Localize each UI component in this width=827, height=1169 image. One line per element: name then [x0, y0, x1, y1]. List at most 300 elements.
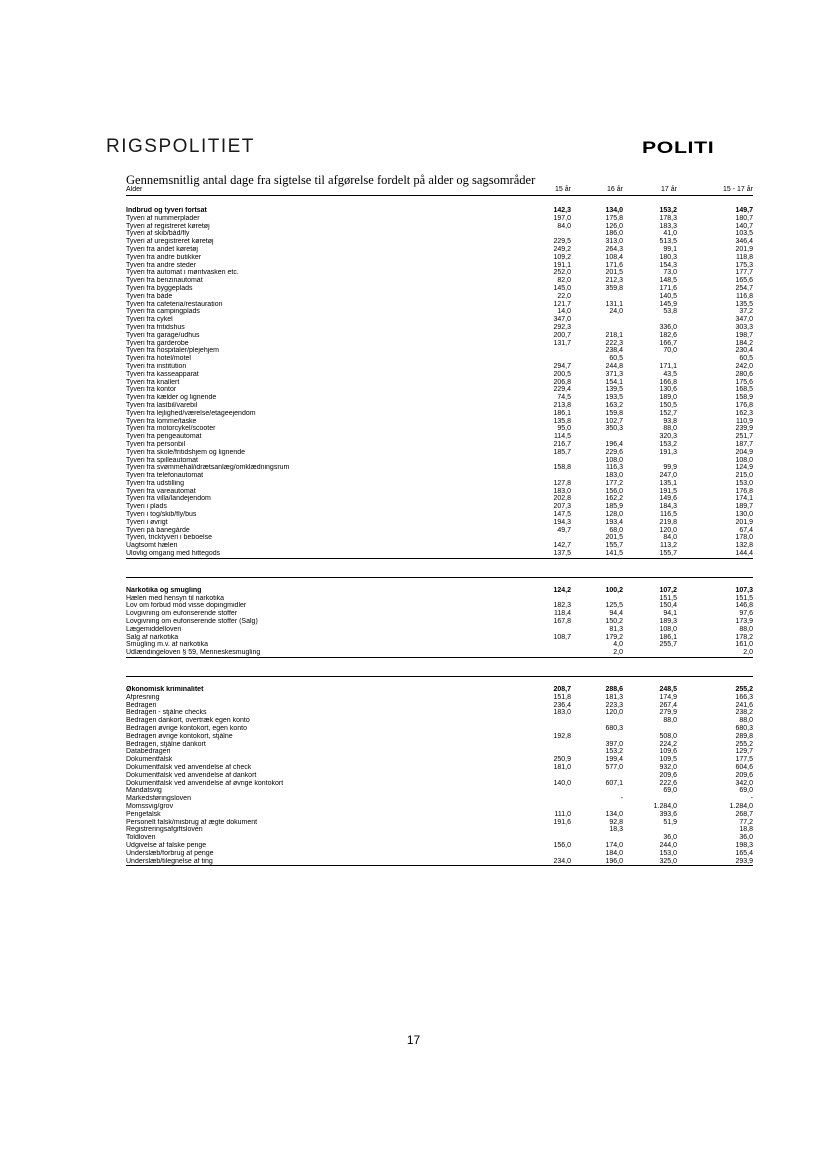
row-value: 22,0 — [557, 292, 571, 300]
row-value: 174,9 — [659, 693, 677, 701]
row-label: Tyveri fra telefonautomat — [126, 472, 204, 480]
row-value — [623, 355, 677, 363]
row-label: Tyveri, tricktyveri i beboelse — [126, 534, 212, 542]
column-header: 16 år — [607, 186, 623, 193]
row-value: 577,0 — [605, 764, 623, 771]
row-label: Smugling m.v. af narkotika — [126, 641, 208, 649]
row-value: 219,8 — [659, 518, 677, 526]
row-label: Tyveri af uregistreret køretøj — [126, 238, 214, 246]
row-value: 108,7 — [553, 633, 571, 641]
row-value: 174,1 — [735, 495, 753, 503]
row-value: 69,0 — [663, 787, 677, 795]
row-value: 182,6 — [659, 331, 677, 339]
row-value: 199,4 — [605, 756, 623, 764]
row-label: Tyveri fra lejlighed/værelse/etageejendom — [126, 409, 256, 417]
row-label: Hæleri med hensyn til narkotika — [126, 594, 225, 602]
row-value: 103,5 — [735, 230, 753, 238]
row-value — [516, 826, 571, 834]
table-row — [126, 230, 753, 238]
row-label: Tyveri fra garage/udhus — [126, 331, 200, 339]
row-value: 145,0 — [553, 284, 571, 292]
row-value: 294,7 — [553, 362, 571, 370]
row-label: Tyveri af registreret køretøj — [126, 222, 210, 230]
row-value: 303,3 — [735, 323, 753, 331]
row-label: Tyveri fra andet køretøj — [126, 245, 198, 253]
row-value: 236,4 — [553, 701, 571, 709]
row-value: 346,4 — [735, 238, 753, 246]
table-row — [126, 733, 753, 741]
row-value: 107,3 — [735, 586, 753, 594]
row-label: Tyveri fra udstilling — [126, 479, 184, 487]
row-value: 180,3 — [659, 253, 677, 261]
row-label: Toldloven — [126, 834, 156, 842]
row-value: 216,7 — [553, 440, 571, 448]
row-value: 77,2 — [739, 818, 753, 826]
row-label: Tyveri fra svømmehal/idrætsanlæg/omklædningsrum — [126, 464, 290, 472]
row-value: 88,0 — [663, 425, 677, 433]
row-value: 194,3 — [553, 518, 571, 526]
row-value: 171,6 — [659, 284, 677, 292]
row-label: Dokumentfalsk ved anvendelse af øvrige kontokort — [126, 779, 284, 787]
row-value: 37,2 — [739, 308, 753, 316]
table-row — [126, 347, 753, 355]
row-label: Udlændingeloven § 59, Menneskesmugling — [126, 649, 261, 657]
table-row — [126, 480, 753, 488]
row-value — [623, 649, 677, 657]
row-value: 249,2 — [553, 245, 571, 253]
row-value: 24,0 — [609, 308, 623, 316]
row-value: 192,8 — [553, 732, 571, 740]
row-value: 206,8 — [553, 378, 571, 386]
row-value — [623, 316, 677, 324]
row-value: 197,0 — [553, 214, 571, 222]
row-value: 342,0 — [735, 779, 753, 787]
row-value: 135,5 — [735, 300, 753, 308]
row-label: Tyveri fra knallert — [126, 378, 180, 386]
row-value: 84,0 — [663, 534, 677, 542]
row-value: 280,6 — [735, 370, 753, 378]
row-value: 186,1 — [553, 409, 571, 417]
row-value: 264,3 — [605, 245, 623, 253]
row-value: 113,2 — [660, 542, 677, 550]
row-value: 156,0 — [553, 841, 571, 849]
row-value: 124,2 — [553, 586, 571, 594]
row-value: 41,0 — [663, 230, 677, 238]
row-value: 99,9 — [663, 464, 677, 472]
row-value: 124,9 — [735, 464, 753, 472]
row-value: 118,8 — [736, 253, 753, 261]
row-value: 183,3 — [659, 222, 677, 230]
row-value: 204,9 — [735, 448, 753, 456]
row-value: 279,9 — [659, 709, 677, 717]
table-row — [126, 858, 753, 867]
row-value: 292,3 — [553, 323, 571, 331]
row-value: 108,0 — [659, 625, 677, 633]
row-label: Tyveri fra andre steder — [126, 261, 197, 269]
row-value — [516, 803, 571, 811]
row-value — [571, 595, 623, 603]
row-value: 336,0 — [659, 323, 677, 331]
row-value: 200,5 — [553, 370, 571, 378]
row-value: 102,7 — [605, 417, 623, 425]
table-row — [126, 709, 753, 717]
row-value: 680,3 — [735, 725, 753, 733]
header-brand-left: RIGSPOLITIET — [106, 136, 255, 157]
row-value: 109,6 — [659, 748, 677, 756]
row-value: 513,5 — [659, 238, 677, 246]
row-value: 222,6 — [659, 779, 677, 787]
row-label: Tyveri fra campingplads — [126, 308, 200, 316]
row-label: Tyveri fra kælder og lignende — [126, 394, 217, 402]
row-label: Tyveri fra spilleautomat — [126, 456, 198, 464]
row-label: Bedrageri - stjålne checks — [126, 709, 207, 717]
row-value — [516, 230, 571, 238]
row-value: 175,6 — [735, 378, 753, 386]
row-value: 288,6 — [605, 686, 623, 694]
row-value: 325,0 — [659, 857, 677, 865]
row-label: Dokumentfalsk — [126, 756, 173, 764]
table-row — [126, 425, 753, 433]
row-value: 607,1 — [605, 779, 623, 787]
row-value: 153,2 — [659, 440, 677, 448]
row-value: 95,0 — [557, 425, 571, 433]
row-value: 94,1 — [663, 610, 677, 618]
row-value: 108,4 — [605, 253, 623, 261]
header-brand-right: POLITI — [642, 138, 715, 157]
row-value: 229,4 — [553, 386, 571, 394]
row-label: Lov om forbud mod visse dopingmidler — [126, 602, 247, 610]
table-row — [126, 386, 753, 394]
row-value: 146,8 — [735, 602, 753, 610]
row-value: 97,6 — [739, 610, 753, 618]
row-value: 116,3 — [606, 464, 623, 472]
row-value: 94,4 — [609, 610, 623, 618]
row-label: Markedsføringsloven — [126, 795, 191, 803]
table-row — [126, 780, 753, 788]
row-value: 151,8 — [553, 693, 571, 701]
table-row — [126, 787, 753, 795]
row-value: 371,3 — [605, 370, 623, 378]
row-label: Tyveri fra byggeplads — [126, 284, 193, 292]
row-value: 88,0 — [739, 717, 753, 725]
row-value: 230,4 — [735, 347, 753, 355]
row-label: Tyveri fra kasseapparat — [126, 370, 199, 378]
table-row — [126, 464, 753, 472]
row-label: Tyveri fra villa/landejendom — [126, 495, 211, 503]
table-row — [126, 519, 753, 527]
row-value: 207,3 — [553, 503, 571, 511]
row-value: 166,3 — [735, 693, 753, 701]
table-row — [126, 634, 753, 642]
row-value: 177,5 — [735, 756, 753, 764]
row-value: 51,9 — [663, 818, 677, 826]
row-value — [571, 803, 623, 811]
row-value: 186,0 — [605, 230, 623, 238]
table-row — [126, 842, 753, 850]
row-label: Tyveri fra skole/fritidshjem og lignende — [126, 448, 246, 456]
row-value: 166,7 — [659, 339, 677, 347]
table-row — [126, 527, 753, 535]
row-label: Tyveri fra lomme/taske — [126, 417, 197, 425]
row-value: 69,0 — [739, 787, 753, 795]
row-value: 110,9 — [736, 417, 753, 425]
row-value: 165,6 — [735, 277, 753, 285]
row-value — [516, 850, 571, 858]
table-row — [126, 542, 753, 550]
row-value — [516, 787, 571, 795]
row-value — [516, 795, 571, 803]
row-value: 224,2 — [659, 740, 677, 748]
row-value: 111,0 — [554, 810, 571, 818]
row-label: Dokumentfalsk ved anvendelse af check — [126, 764, 252, 771]
row-value: 88,0 — [663, 717, 677, 725]
table-row — [126, 819, 753, 827]
row-value: 255,2 — [735, 686, 753, 694]
row-value: 176,8 — [735, 487, 753, 495]
row-value: 60,5 — [739, 355, 753, 363]
row-label: Tyveri af skib/båd/fly — [126, 230, 190, 238]
row-value: 150,5 — [659, 401, 677, 409]
row-value: 198,7 — [735, 331, 753, 339]
row-value — [571, 772, 623, 780]
row-value: 193,4 — [605, 518, 623, 526]
row-value: 320,3 — [659, 433, 677, 441]
row-value — [516, 595, 571, 603]
row-value — [571, 717, 623, 725]
row-value: 154,3 — [659, 261, 677, 269]
table-row — [126, 595, 753, 603]
row-label: Tyveri fra cykel — [126, 316, 173, 324]
row-value: 159,8 — [605, 409, 623, 417]
row-value: 131,7 — [553, 339, 571, 347]
row-value: 165,4 — [735, 849, 753, 857]
table-row — [126, 418, 753, 426]
row-value: 218,1 — [605, 331, 623, 339]
row-value — [516, 717, 571, 725]
row-label: Bedrageri dankort, overtræk egen konto — [126, 717, 250, 725]
row-value: 168,5 — [735, 386, 753, 394]
table-section — [126, 196, 753, 559]
row-value: 128,0 — [605, 511, 623, 519]
row-value — [571, 733, 623, 741]
row-value: 177,2 — [605, 479, 623, 487]
row-value: - — [620, 795, 623, 803]
section-total-row — [126, 207, 753, 215]
row-value: 200,7 — [553, 331, 571, 339]
row-label: Tyveri fra benzinautomat — [126, 277, 203, 285]
row-value: 193,5 — [605, 394, 623, 402]
row-value: 350,3 — [605, 425, 623, 433]
row-value: 229,5 — [553, 238, 571, 246]
row-value: 179,2 — [605, 633, 623, 641]
row-value: 153,2 — [659, 207, 677, 214]
row-label: Underslæb/forbrug af penge — [126, 849, 214, 857]
row-value: 116,5 — [660, 511, 677, 519]
row-value: 397,0 — [605, 740, 623, 748]
row-value: 154,1 — [605, 378, 623, 386]
row-value: 183,0 — [553, 487, 571, 495]
row-value: 81,3 — [609, 625, 623, 633]
row-value: 184,3 — [659, 503, 677, 511]
row-value: 151,5 — [735, 594, 753, 602]
row-value: 109,5 — [659, 756, 677, 764]
table-row — [126, 340, 753, 348]
row-value: 234,0 — [553, 857, 571, 865]
row-value: 359,8 — [605, 284, 623, 292]
table-row — [126, 694, 753, 702]
table-row — [126, 488, 753, 496]
row-value: 191,1 — [553, 261, 571, 269]
row-value: 151,5 — [659, 594, 677, 602]
row-value: 178,2 — [735, 633, 753, 641]
row-value: 268,7 — [735, 810, 753, 818]
row-value: 70,0 — [663, 347, 677, 355]
row-label: Momssvig/grov — [126, 802, 174, 810]
row-value: 191,6 — [553, 818, 571, 826]
row-value: 140,0 — [553, 779, 571, 787]
row-value: 229,6 — [605, 448, 623, 456]
row-value: 185,7 — [553, 448, 571, 456]
row-value — [623, 795, 677, 803]
row-value: 248,5 — [659, 686, 677, 694]
table-row — [126, 355, 753, 363]
table-body — [126, 196, 753, 866]
row-value: 158,9 — [735, 394, 753, 402]
row-value: 393,6 — [659, 810, 677, 818]
row-value: 255,2 — [735, 740, 753, 748]
row-value: 166,8 — [659, 378, 677, 386]
row-label: Pengefalsk — [126, 810, 161, 818]
row-value — [516, 347, 571, 355]
row-value — [516, 355, 571, 363]
table-row — [126, 308, 753, 316]
row-value: 84,0 — [557, 222, 571, 230]
table-row — [126, 285, 753, 293]
row-value: 241,6 — [735, 701, 753, 709]
row-value: 145,9 — [659, 300, 677, 308]
table-row — [126, 511, 753, 519]
table-row — [126, 717, 753, 725]
row-value: 142,3 — [553, 207, 571, 214]
row-label: Salg af narkotika — [126, 633, 179, 641]
table-row — [126, 379, 753, 387]
row-value: 153,0 — [659, 849, 677, 857]
table-row — [126, 495, 753, 503]
section-total-row — [126, 686, 753, 694]
table-row — [126, 223, 753, 231]
table-row — [126, 215, 753, 223]
row-value: 144,4 — [735, 550, 753, 558]
row-value: 49,7 — [557, 526, 571, 534]
row-value: 213,8 — [553, 401, 571, 409]
table-row — [126, 324, 753, 332]
row-value: 129,7 — [735, 748, 753, 756]
row-label: Tyveri fra pengeautomat — [126, 433, 202, 441]
table-row — [126, 269, 753, 277]
row-value: 198,3 — [735, 841, 753, 849]
table-row — [126, 795, 753, 803]
row-value: 155,7 — [659, 550, 677, 558]
table-row — [126, 472, 753, 480]
row-value: 244,8 — [605, 362, 623, 370]
row-label: Personelt falsk/misbrug af ægte dokument — [126, 818, 258, 826]
row-value: 252,0 — [553, 269, 571, 277]
table-row — [126, 850, 753, 858]
row-value — [516, 649, 571, 657]
row-value: 135,1 — [659, 479, 677, 487]
row-value: 185,9 — [605, 503, 623, 511]
row-value: 73,0 — [663, 269, 677, 277]
row-label: Lægemiddelloven — [126, 625, 182, 633]
row-value: 293,9 — [735, 857, 753, 865]
row-value: 139,5 — [605, 386, 623, 394]
table-row — [126, 433, 753, 441]
row-value: 604,6 — [735, 764, 753, 771]
table-row — [126, 262, 753, 270]
row-value: 152,7 — [659, 409, 677, 417]
row-value: 162,3 — [735, 409, 753, 417]
row-value: 177,7 — [735, 269, 753, 277]
row-value: 53,8 — [663, 308, 677, 316]
row-value: 183,0 — [553, 709, 571, 717]
row-value: 183,0 — [605, 472, 623, 480]
table-row — [126, 702, 753, 710]
row-value: 120,0 — [659, 526, 677, 534]
table-section — [126, 577, 753, 658]
row-value: 184,2 — [735, 339, 753, 347]
row-value: 67,4 — [739, 526, 753, 534]
table-row — [126, 803, 753, 811]
table-row — [126, 449, 753, 457]
column-header: 17 år — [661, 186, 677, 193]
row-value: 153,2 — [605, 748, 623, 756]
row-value: 148,5 — [659, 277, 677, 285]
row-value: 140,7 — [735, 222, 753, 230]
table-row — [126, 293, 753, 301]
row-value: 222,3 — [605, 339, 623, 347]
row-label: Uagtsomt hæleri — [126, 542, 178, 550]
row-value: 201,5 — [605, 534, 623, 542]
row-value: 212,3 — [605, 277, 623, 285]
row-value: 508,0 — [659, 732, 677, 740]
row-value: 189,0 — [659, 394, 677, 402]
row-value: 1.284,0 — [729, 802, 753, 810]
row-value: 153,0 — [735, 479, 753, 487]
row-value: 125,5 — [605, 602, 623, 610]
row-value: 108,0 — [605, 456, 623, 464]
row-value: 202,8 — [553, 495, 571, 503]
table-row — [126, 725, 753, 733]
row-value: 174,0 — [605, 841, 623, 849]
row-value: - — [750, 795, 753, 803]
row-value: 4,0 — [613, 641, 623, 649]
row-value: 215,0 — [735, 472, 753, 480]
row-value: 108,0 — [735, 456, 753, 464]
row-value — [516, 457, 571, 465]
row-value: 267,4 — [659, 701, 677, 709]
row-value: 141,5 — [605, 550, 623, 558]
row-label: Udgivelse af falske penge — [126, 841, 207, 849]
row-value: 82,0 — [557, 277, 571, 285]
row-label: Registreringsafgiftsloven — [126, 826, 203, 834]
row-label: Tyveri fra hospitaler/plejehjem — [126, 347, 219, 355]
row-value: 120,0 — [605, 709, 623, 717]
row-label: Tyveri på banegårde — [126, 526, 190, 534]
row-value: 175,3 — [735, 261, 753, 269]
row-label: Tyveri fra hotel/motel — [126, 355, 191, 363]
table-row — [126, 254, 753, 262]
row-value: 142,7 — [553, 542, 571, 550]
